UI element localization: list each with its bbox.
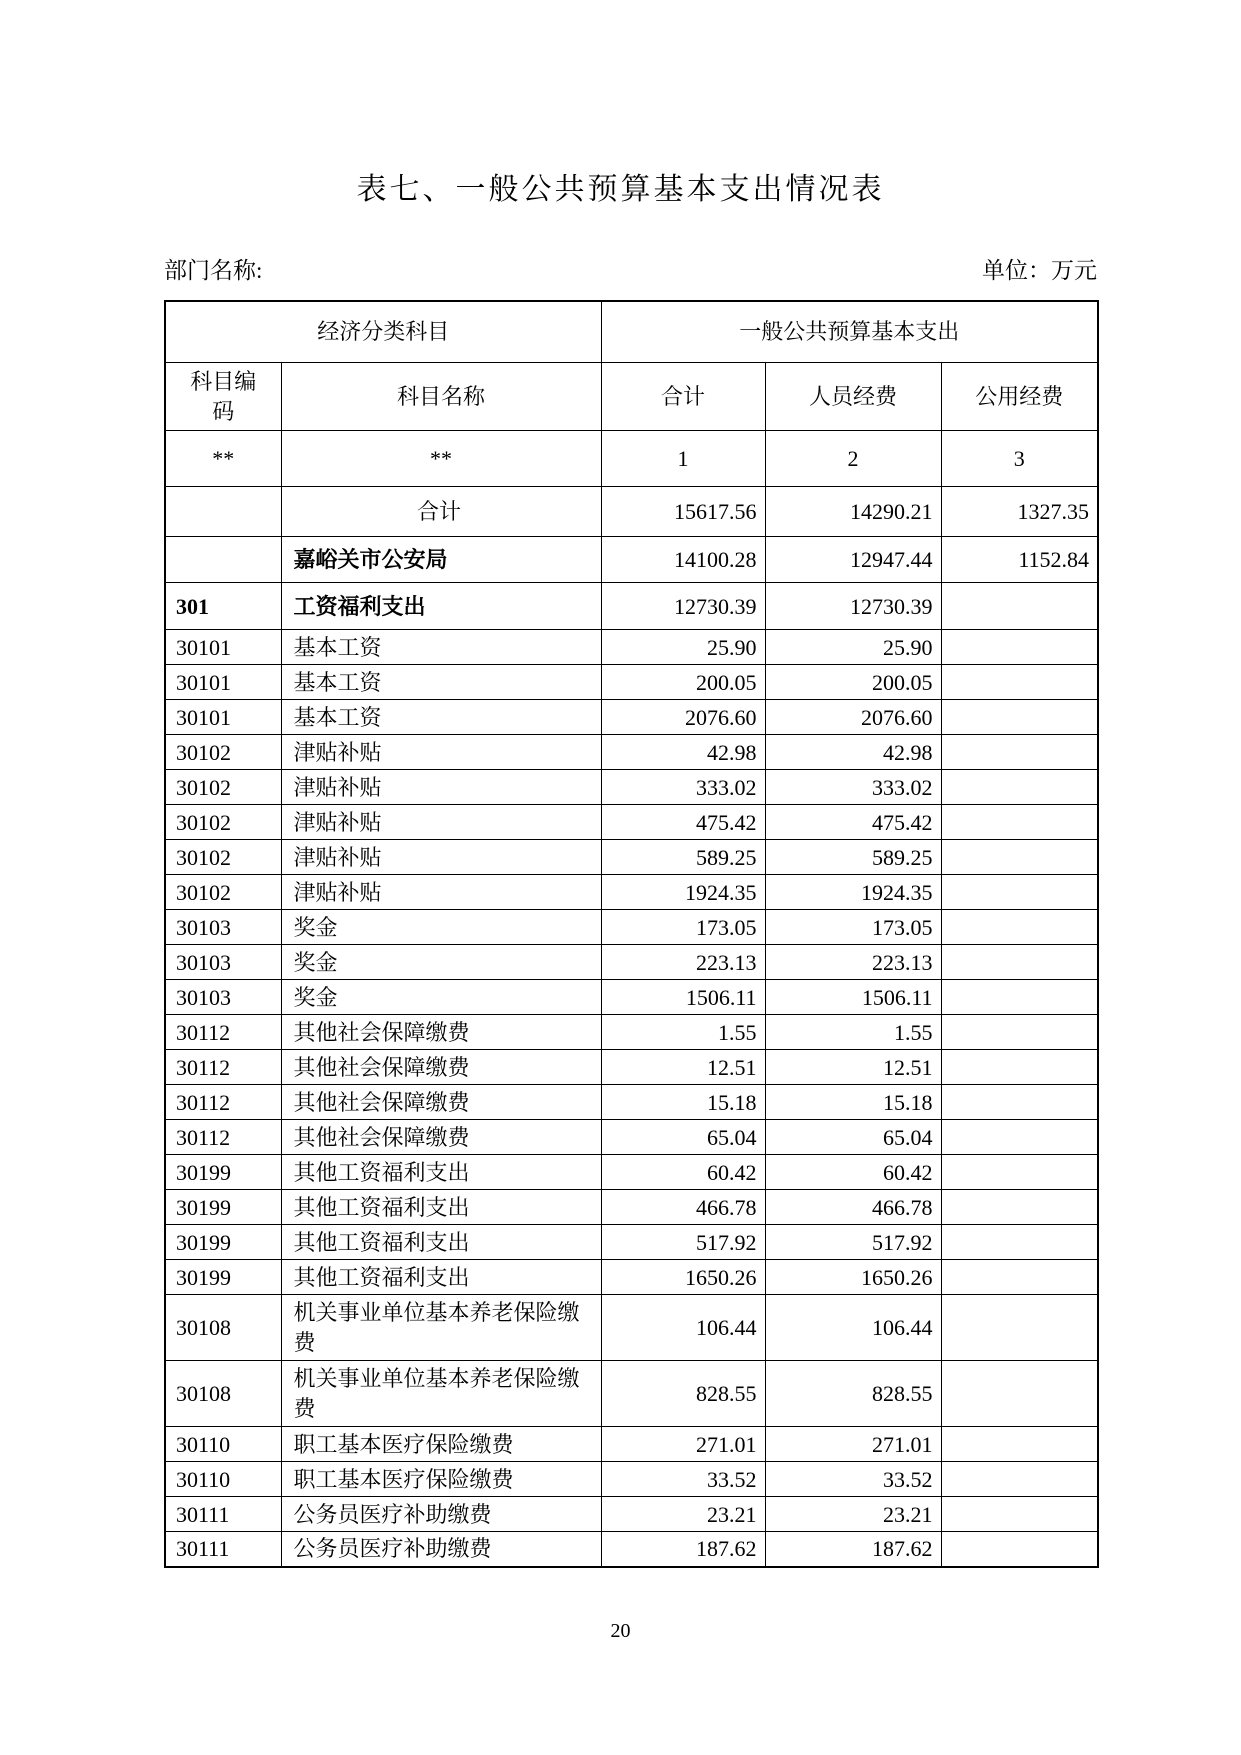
table-row — [165, 1085, 1098, 1120]
cell-personnel-funds: 517.92 — [765, 1225, 941, 1260]
cell-personnel-funds: 25.90 — [765, 630, 941, 665]
cell-personnel-funds: 271.01 — [765, 1427, 941, 1462]
cell-personnel-funds: 187.62 — [765, 1532, 941, 1567]
cell-subject-name: 津贴补贴 — [281, 735, 601, 770]
cell-public-funds — [941, 665, 1098, 700]
cell-subject-name: 基本工资 — [281, 665, 601, 700]
cell-subject-code: 30101 — [165, 630, 281, 665]
table-row — [165, 875, 1098, 910]
table-row — [165, 1050, 1098, 1085]
cell-subject-name: 其他社会保障缴费 — [281, 1085, 601, 1120]
cell-personnel-funds: 1506.11 — [765, 980, 941, 1015]
cell-total: 828.55 — [601, 1361, 765, 1427]
cell-subject-code: 30108 — [165, 1295, 281, 1361]
cell-personnel-funds: 106.44 — [765, 1295, 941, 1361]
page-number: 20 — [610, 1620, 631, 1642]
cell-subject-code: 30199 — [165, 1225, 281, 1260]
cell-subject-code: 30101 — [165, 700, 281, 735]
cell-subject-code: 30199 — [165, 1260, 281, 1295]
table-row — [165, 1532, 1098, 1567]
table-row — [165, 840, 1098, 875]
cell-total: 15617.56 — [601, 487, 765, 537]
table-row — [165, 1190, 1098, 1225]
header-group-row — [165, 301, 1098, 363]
cell-public-funds — [941, 1260, 1098, 1295]
cell-public-funds — [941, 1120, 1098, 1155]
cell-subject-code: 30112 — [165, 1015, 281, 1050]
cell-total: 589.25 — [601, 840, 765, 875]
cell-subject-code: 30102 — [165, 805, 281, 840]
cell-public-funds — [941, 1497, 1098, 1532]
header-public-funds: 公用经费 — [941, 363, 1098, 431]
cell-subject-code: 30111 — [165, 1532, 281, 1567]
header-economic-category: 经济分类科目 — [165, 301, 601, 363]
table-row — [165, 770, 1098, 805]
table-row — [165, 583, 1098, 630]
cell-personnel-funds: 1.55 — [765, 1015, 941, 1050]
cell-personnel-funds: 12.51 — [765, 1050, 941, 1085]
cell-personnel-funds: 33.52 — [765, 1462, 941, 1497]
cell-total: 33.52 — [601, 1462, 765, 1497]
cell-total: 1650.26 — [601, 1260, 765, 1295]
cell-total: 25.90 — [601, 630, 765, 665]
cell-subject-name: 公务员医疗补助缴费 — [281, 1497, 601, 1532]
cell-subject-code: 30102 — [165, 770, 281, 805]
cell-public-funds — [941, 1190, 1098, 1225]
cell-personnel-funds: 2076.60 — [765, 700, 941, 735]
cell-personnel-funds: 1650.26 — [765, 1260, 941, 1295]
cell-personnel-funds: 466.78 — [765, 1190, 941, 1225]
header-personnel-funds: 人员经费 — [765, 363, 941, 431]
cell-personnel-funds: 12947.44 — [765, 537, 941, 583]
cell-subject-code: 30112 — [165, 1120, 281, 1155]
cell-subject-name: 津贴补贴 — [281, 840, 601, 875]
cell-public-funds — [941, 1050, 1098, 1085]
index-total: 1 — [601, 431, 765, 487]
cell-public-funds — [941, 1427, 1098, 1462]
cell-total: 106.44 — [601, 1295, 765, 1361]
cell-subject-code: 30112 — [165, 1085, 281, 1120]
cell-subject-name: 基本工资 — [281, 630, 601, 665]
table-row — [165, 1361, 1098, 1427]
cell-subject-name: 津贴补贴 — [281, 805, 601, 840]
table-row — [165, 910, 1098, 945]
cell-personnel-funds: 475.42 — [765, 805, 941, 840]
cell-subject-code: 301 — [165, 583, 281, 630]
table-row — [165, 1260, 1098, 1295]
cell-subject-name: 其他工资福利支出 — [281, 1190, 601, 1225]
cell-personnel-funds: 60.42 — [765, 1155, 941, 1190]
cell-public-funds: 1152.84 — [941, 537, 1098, 583]
table-row — [165, 735, 1098, 770]
cell-total: 333.02 — [601, 770, 765, 805]
cell-public-funds — [941, 583, 1098, 630]
cell-personnel-funds: 42.98 — [765, 735, 941, 770]
cell-public-funds — [941, 735, 1098, 770]
cell-personnel-funds: 173.05 — [765, 910, 941, 945]
table-row — [165, 1120, 1098, 1155]
cell-public-funds — [941, 630, 1098, 665]
table-row — [165, 1427, 1098, 1462]
cell-public-funds — [941, 1155, 1098, 1190]
cell-subject-code — [165, 537, 281, 583]
table-row — [165, 1462, 1098, 1497]
cell-public-funds — [941, 1532, 1098, 1567]
cell-personnel-funds: 589.25 — [765, 840, 941, 875]
cell-total: 65.04 — [601, 1120, 765, 1155]
cell-subject-name: 其他社会保障缴费 — [281, 1120, 601, 1155]
table-row — [165, 537, 1098, 583]
cell-subject-name: 职工基本医疗保险缴费 — [281, 1427, 601, 1462]
header-total: 合计 — [601, 363, 765, 431]
cell-subject-name: 嘉峪关市公安局 — [281, 537, 601, 583]
index-personnel: 2 — [765, 431, 941, 487]
header-columns-row — [165, 363, 1098, 431]
cell-total: 60.42 — [601, 1155, 765, 1190]
cell-public-funds — [941, 770, 1098, 805]
cell-subject-name: 职工基本医疗保险缴费 — [281, 1462, 601, 1497]
cell-subject-name: 其他社会保障缴费 — [281, 1050, 601, 1085]
cell-subject-name: 津贴补贴 — [281, 770, 601, 805]
cell-subject-name: 其他工资福利支出 — [281, 1260, 601, 1295]
table-row — [165, 487, 1098, 537]
cell-subject-name: 奖金 — [281, 980, 601, 1015]
table-row — [165, 945, 1098, 980]
cell-subject-code: 30102 — [165, 735, 281, 770]
unit-label: 单位：万元 — [982, 258, 1097, 283]
cell-total: 23.21 — [601, 1497, 765, 1532]
header-subject-code — [165, 363, 281, 431]
cell-total: 2076.60 — [601, 700, 765, 735]
cell-subject-code — [165, 487, 281, 537]
table-row — [165, 1225, 1098, 1260]
cell-subject-name: 公务员医疗补助缴费 — [281, 1532, 601, 1567]
cell-subject-name: 其他工资福利支出 — [281, 1155, 601, 1190]
cell-total: 12730.39 — [601, 583, 765, 630]
cell-total: 42.98 — [601, 735, 765, 770]
table-row — [165, 1295, 1098, 1361]
cell-total: 1.55 — [601, 1015, 765, 1050]
cell-total: 1924.35 — [601, 875, 765, 910]
cell-total: 1506.11 — [601, 980, 765, 1015]
cell-public-funds — [941, 1462, 1098, 1497]
cell-subject-name: 工资福利支出 — [281, 583, 601, 630]
cell-total: 223.13 — [601, 945, 765, 980]
cell-personnel-funds: 15.18 — [765, 1085, 941, 1120]
cell-public-funds — [941, 840, 1098, 875]
cell-total: 200.05 — [601, 665, 765, 700]
table-row — [165, 630, 1098, 665]
department-name-label: 部门名称: — [164, 258, 263, 283]
cell-public-funds — [941, 1295, 1098, 1361]
cell-personnel-funds: 23.21 — [765, 1497, 941, 1532]
table-row — [165, 980, 1098, 1015]
cell-subject-name: 机关事业单位基本养老保险缴费 — [281, 1295, 601, 1361]
cell-total: 475.42 — [601, 805, 765, 840]
cell-total: 15.18 — [601, 1085, 765, 1120]
page-title: 表七、一般公共预算基本支出情况表 — [356, 173, 885, 206]
cell-subject-code: 30102 — [165, 840, 281, 875]
cell-subject-name: 其他社会保障缴费 — [281, 1015, 601, 1050]
cell-personnel-funds: 333.02 — [765, 770, 941, 805]
cell-subject-code: 30103 — [165, 910, 281, 945]
cell-subject-code: 30199 — [165, 1155, 281, 1190]
cell-subject-code: 30108 — [165, 1361, 281, 1427]
cell-total: 12.51 — [601, 1050, 765, 1085]
cell-subject-name: 奖金 — [281, 945, 601, 980]
meta-row — [164, 256, 1097, 286]
cell-public-funds: 1327.35 — [941, 487, 1098, 537]
cell-subject-name: 基本工资 — [281, 700, 601, 735]
cell-personnel-funds: 12730.39 — [765, 583, 941, 630]
cell-subject-code: 30103 — [165, 945, 281, 980]
cell-personnel-funds: 1924.35 — [765, 875, 941, 910]
cell-subject-name: 奖金 — [281, 910, 601, 945]
cell-public-funds — [941, 980, 1098, 1015]
cell-personnel-funds: 200.05 — [765, 665, 941, 700]
cell-subject-code: 30110 — [165, 1462, 281, 1497]
cell-subject-name: 机关事业单位基本养老保险缴费 — [281, 1361, 601, 1427]
cell-subject-name: 其他工资福利支出 — [281, 1225, 601, 1260]
cell-public-funds — [941, 1225, 1098, 1260]
cell-personnel-funds: 65.04 — [765, 1120, 941, 1155]
cell-personnel-funds: 14290.21 — [765, 487, 941, 537]
cell-public-funds — [941, 700, 1098, 735]
index-code: ** — [165, 431, 281, 487]
table-row — [165, 1155, 1098, 1190]
budget-table — [164, 300, 1099, 1568]
cell-subject-code: 30103 — [165, 980, 281, 1015]
header-subject-name: 科目名称 — [281, 363, 601, 431]
cell-subject-code: 30110 — [165, 1427, 281, 1462]
table-row — [165, 700, 1098, 735]
column-index-row — [165, 431, 1098, 487]
cell-total: 173.05 — [601, 910, 765, 945]
cell-public-funds — [941, 1361, 1098, 1427]
cell-public-funds — [941, 910, 1098, 945]
cell-total: 517.92 — [601, 1225, 765, 1260]
cell-subject-code: 30112 — [165, 1050, 281, 1085]
cell-total: 187.62 — [601, 1532, 765, 1567]
cell-public-funds — [941, 945, 1098, 980]
header-subject-code-label: 科目编码 — [190, 369, 257, 424]
cell-subject-code: 30101 — [165, 665, 281, 700]
table-row — [165, 1497, 1098, 1532]
table-body — [165, 487, 1098, 1567]
cell-subject-code: 30199 — [165, 1190, 281, 1225]
cell-public-funds — [941, 805, 1098, 840]
header-budget-basic-expenditure: 一般公共预算基本支出 — [601, 301, 1098, 363]
cell-personnel-funds: 828.55 — [765, 1361, 941, 1427]
cell-total: 466.78 — [601, 1190, 765, 1225]
cell-public-funds — [941, 875, 1098, 910]
index-name: ** — [281, 431, 601, 487]
table-row — [165, 805, 1098, 840]
cell-subject-name: 津贴补贴 — [281, 875, 601, 910]
cell-subject-name: 合计 — [281, 487, 601, 537]
table-row — [165, 665, 1098, 700]
index-public: 3 — [941, 431, 1098, 487]
cell-subject-code: 30111 — [165, 1497, 281, 1532]
cell-subject-code: 30102 — [165, 875, 281, 910]
table-row — [165, 1015, 1098, 1050]
cell-total: 14100.28 — [601, 537, 765, 583]
cell-public-funds — [941, 1085, 1098, 1120]
cell-personnel-funds: 223.13 — [765, 945, 941, 980]
cell-public-funds — [941, 1015, 1098, 1050]
cell-total: 271.01 — [601, 1427, 765, 1462]
